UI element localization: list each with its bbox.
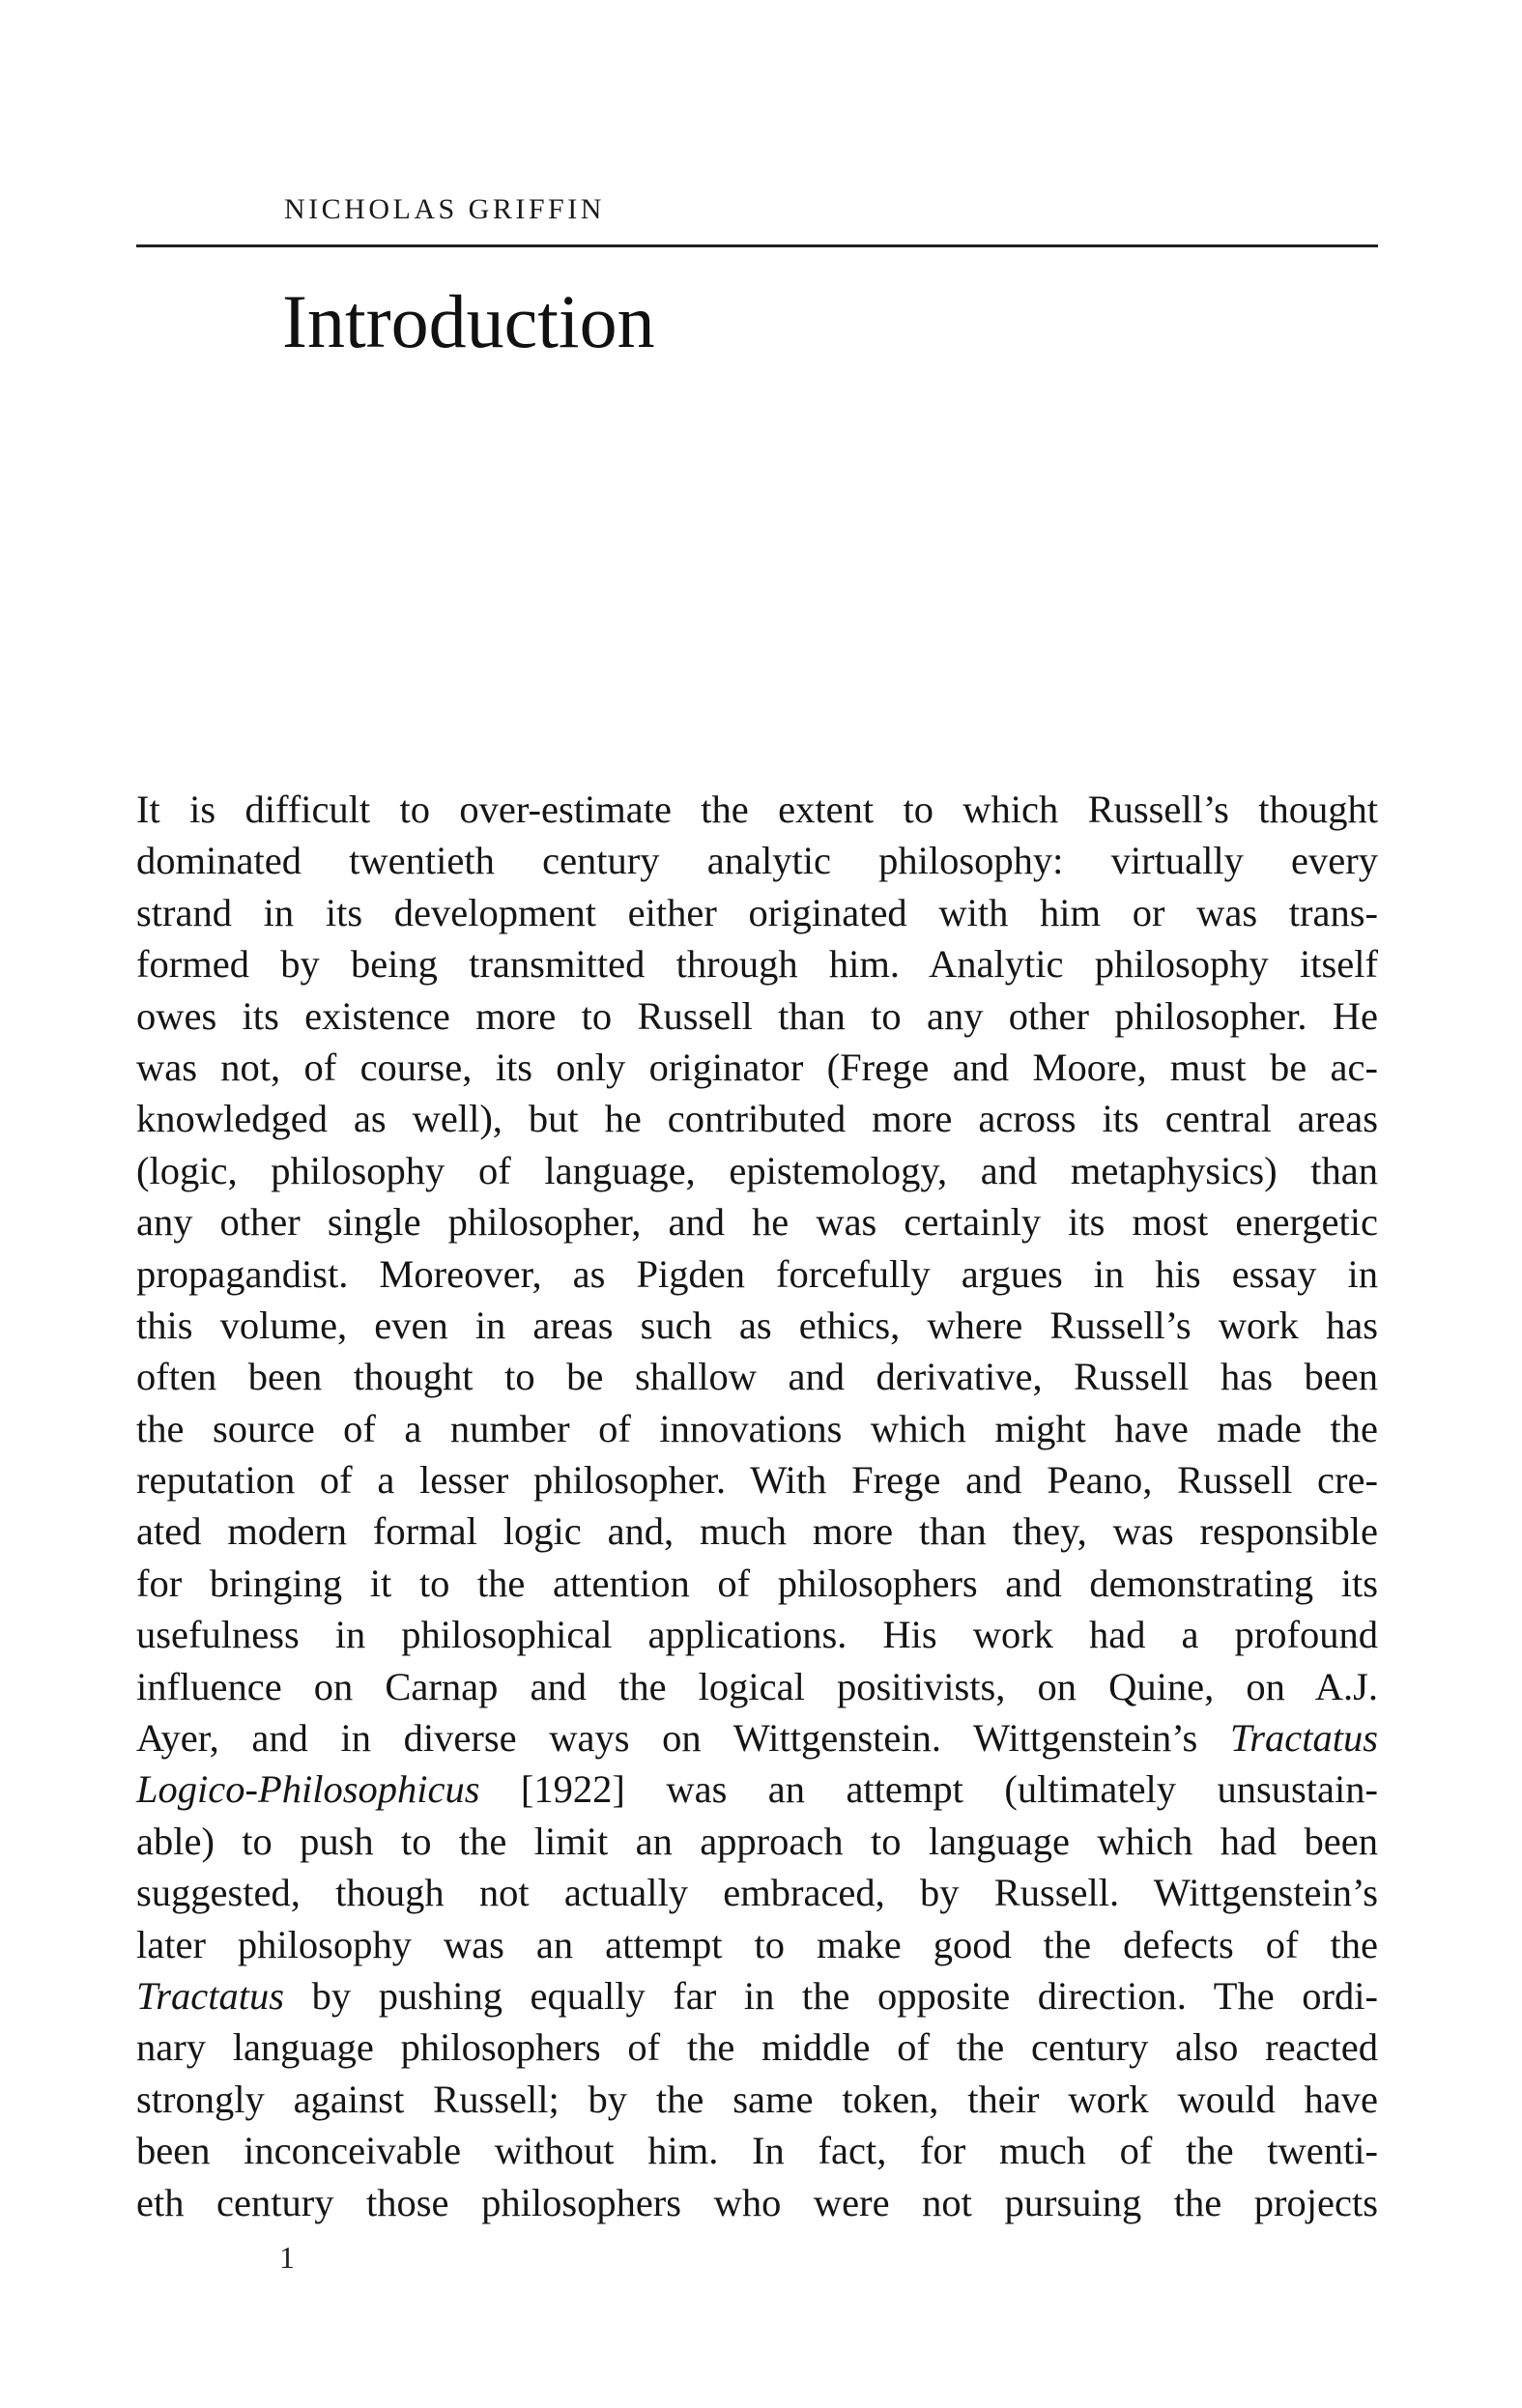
text-line: later philosophy was an attempt to make good the defects of the (136, 1922, 1378, 1966)
text-line: was not, of course, its only originator (Frege and Moore, must be ac- (136, 1045, 1378, 1089)
text-line: often been thought to be shallow and derivative, Russell has been (136, 1355, 1378, 1399)
italic-title: Tractatus (1229, 1716, 1378, 1761)
text-line: It is difficult to over-estimate the extent to which Russell’s thought (136, 788, 1378, 831)
text-line: for bringing it to the attention of philosophers and demonstrating its (136, 1561, 1378, 1605)
italic-title: Tractatus (136, 1973, 285, 2018)
italic-title: Logico-Philosophicus (136, 1767, 480, 1812)
text-line: been inconceivable without him. In fact, for much of the twenti- (136, 2129, 1378, 2173)
text-line: strongly against Russell; by the same token, their work would have (136, 2077, 1378, 2121)
text-line: suggested, though not actually embraced, by Russell. Wittgenstein’s (136, 1871, 1378, 1915)
text-line: dominated twentieth century analytic philosophy: virtually every (136, 839, 1378, 883)
text-line: formed by being transmitted through him. Analytic philosophy itself (136, 942, 1378, 987)
text-line: the source of a number of innovations which might have made the (136, 1406, 1378, 1450)
page-number: 1 (279, 2240, 295, 2275)
body-paragraph (136, 784, 1378, 2228)
header-rule (136, 244, 1378, 247)
text-line: reputation of a lesser philosopher. With Frege and Peano, Russell cre- (136, 1458, 1378, 1503)
text-line: owes its existence more to Russell than to any other philosopher. He (136, 993, 1378, 1038)
text-line: usefulness in philosophical applications. His work had a profound (136, 1613, 1378, 1657)
text-line: influence on Carnap and the logical positivists, on Quine, on A.J. (136, 1664, 1378, 1708)
text-line: nary language philosophers of the middle of the century also reacted (136, 2025, 1378, 2070)
text-line: strand in its development either originated with him or was trans- (136, 890, 1378, 934)
text-line: any other single philosopher, and he was certainly its most energetic (136, 1200, 1378, 1245)
text-line: able) to push to the limit an approach to language which had been (136, 1819, 1378, 1863)
text-line: Ayer, and in diverse ways on Wittgenstein. Wittgenstein’s Tractatus (136, 1716, 1378, 1761)
running-head-author: NICHOLAS GRIFFIN (284, 193, 605, 225)
text-line: propagandist. Moreover, as Pigden forcefully argues in his essay in (136, 1251, 1378, 1296)
text-line: (logic, philosophy of language, epistemology, and metaphysics) than (136, 1148, 1378, 1192)
text-line: this volume, even in areas such as ethics, where Russell’s work has (136, 1303, 1378, 1347)
text-line: Logico-Philosophicus [1922] was an attempt (ultimately unsustain- (136, 1767, 1378, 1812)
text-line: eth century those philosophers who were not pursuing the projects (136, 2180, 1378, 2224)
text-line: knowledged as well), but he contributed more across its central areas (136, 1097, 1378, 1141)
text-line: ated modern formal logic and, much more than they, was responsible (136, 1509, 1378, 1554)
chapter-title: Introduction (282, 279, 655, 363)
text-line: Tractatus by pushing equally far in the opposite direction. The ordi- (136, 1973, 1378, 2018)
